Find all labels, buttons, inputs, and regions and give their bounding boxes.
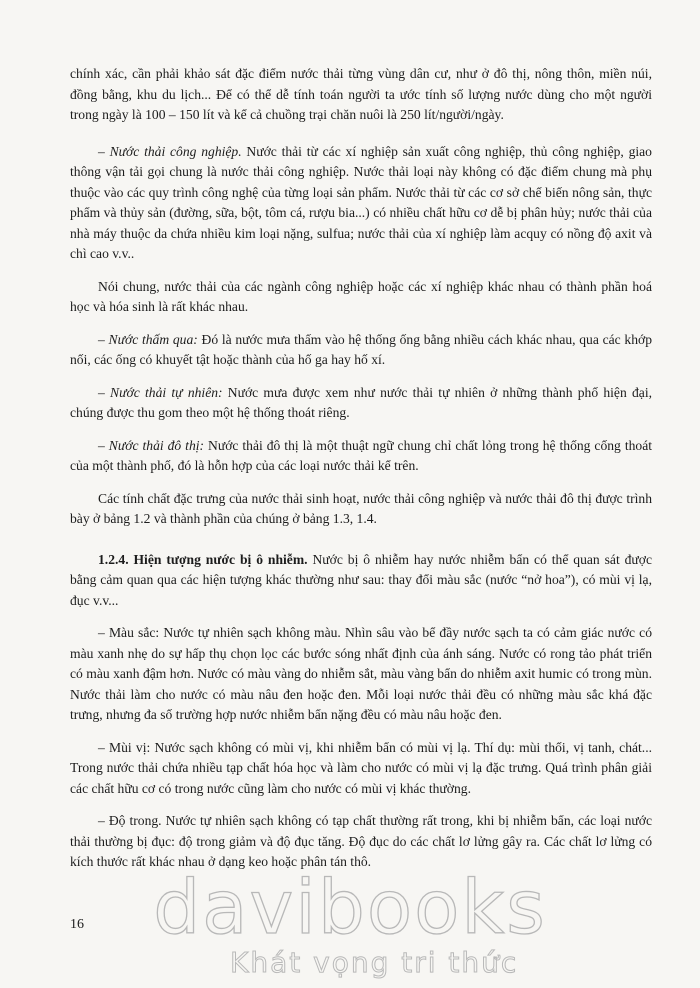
watermark-logo: davibooks [153, 865, 547, 951]
paragraph-text: Nước bị ô nhiễm hay nước nhiễm bẩn có thể quan sát được bằng cảm quan qua các hiện tượng khác thường như sau: thay đổi màu sắc (nước “nở hoa”), có mùi vị lạ, đục v.v... [70, 551, 653, 608]
paragraph-text: Nước mưa được xem như nước thải tự nhiên ở những thành phố hiện đại, chúng được thu gom theo một hệ thống thoát riêng. [70, 384, 652, 420]
term-natural-wastewater: – Nước thải tự nhiên: [98, 384, 223, 400]
paragraph-industrial-wastewater [70, 142, 652, 265]
paragraph-clarity: – Độ trong. Nước tự nhiên sạch không có tạp chất thường rất trong, khi bị nhiễm bẩn, các loại nước thải thường bị đục: độ trong giảm và độ đục tăng. Độ đục do các chất lơ lửng gây ra. Các chất lơ lửng có kích thước rất khác nhau ở dạng keo hoặc phân tán thô. [70, 813, 652, 869]
term-industrial-wastewater: – Nước thải công nghiệp. [98, 143, 242, 159]
section-1-2-4 [70, 550, 652, 612]
paragraph-7: Các tính chất đặc trưng của nước thải sinh hoạt, nước thải công nghiệp và nước thải đô thị được trình bày ở bảng 1.2 và thành phần của chúng ở bảng 1.3, 1.4. [70, 490, 652, 526]
term-infiltration: – Nước thấm qua: [98, 331, 198, 347]
paragraph-odor: – Mùi vị: Nước sạch không có mùi vị, khi nhiễm bẩn có mùi vị lạ. Thí dụ: mùi thối, vị tanh, chát... Trong nước thải chứa nhiều tạp chất hóa học và làm cho nước có mùi vị lạ đặc trưng. Quá trình phân giải các chất hữu cơ có trong nước cũng làm cho nước có mùi vị khác thường. [70, 739, 652, 796]
paragraph-text: Nước thải từ các xí nghiệp sản xuất công nghiệp, thủ công nghiệp, giao thông vận tải gọi chung là nước thải công nghiệp. Nước thải loại này không có đặc điểm chung mà phụ thuộc vào các quy trình công nghệ của từng loại sản phẩm. Nước thải từ các cơ sở chế biến nông sản, thực phẩm và thủy sản (đường, sữa, bột, tôm cá, rượu bia...) có nhiều chất hữu cơ dễ bị phân hủy; nước thải của nhà máy thuộc da chứa nhiều kim loại nặng, sulfua; nước thải của xí nghiệp làm acquy có nồng độ axit và chì cao v.v.. [70, 143, 652, 261]
paragraph-1: chính xác, cần phải khảo sát đặc điểm nước thải từng vùng dân cư, như ở đô thị, nông thôn, miền núi, đồng bằng, khu du lịch... Để có thể dễ tính toán người ta ước tính số lượng nước dùng cho một người trong ngày là 100 – 150 lít và kể cả chuồng trại chăn nuôi là 250 lít/người/ngày. [70, 66, 652, 122]
paragraph-text: Đó là nước mưa thấm vào hệ thống ống bằng nhiều cách khác nhau, qua các khớp nối, các ống có khuyết tật hoặc thành của hố ga hay hố xí. [70, 331, 652, 367]
term-urban-wastewater: – Nước thải đô thị: [98, 437, 205, 453]
paragraph-urban-wastewater [70, 436, 652, 477]
paragraph-3: Nói chung, nước thải của các ngành công nghiệp hoặc các xí nghiệp khác nhau có thành phần hoá học và hóa sinh là rất khác nhau. [70, 278, 652, 314]
paragraph-text: Nước thải đô thị là một thuật ngữ chung chỉ chất lỏng trong hệ thống cống thoát của một thành phố, đó là hỗn hợp của các loại nước thải kể trên. [70, 437, 652, 473]
page-number: 16 [70, 917, 84, 932]
paragraph-natural-wastewater [70, 383, 652, 424]
page-body [70, 64, 652, 885]
watermark-tagline: Khát vọng tri thức [230, 946, 519, 979]
paragraph-infiltration [70, 330, 652, 371]
paragraph-color: – Màu sắc: Nước tự nhiên sạch không màu. Nhìn sâu vào bể đầy nước sạch ta có cảm giác nước có màu xanh nhẹ do sự hấp thụ chọn lọc các bước sóng nhất định của ánh sáng. Nước có rong tảo phát triển có màu xanh đậm hơn. Nước có màu vàng do nhiễm sắt, màu vàng bẩn do nhiễm axit humic có trong mùn. Nước thải làm cho nước có màu nâu đen hoặc đen. Mỗi loại nước thải đều có những màu sắc khá đặc trưng, nhưng đa số trường hợp nước nhiễm bẩn nặng đều có màu nâu hoặc đen. [70, 625, 652, 722]
section-heading: 1.2.4. Hiện tượng nước bị ô nhiễm. [98, 551, 308, 567]
